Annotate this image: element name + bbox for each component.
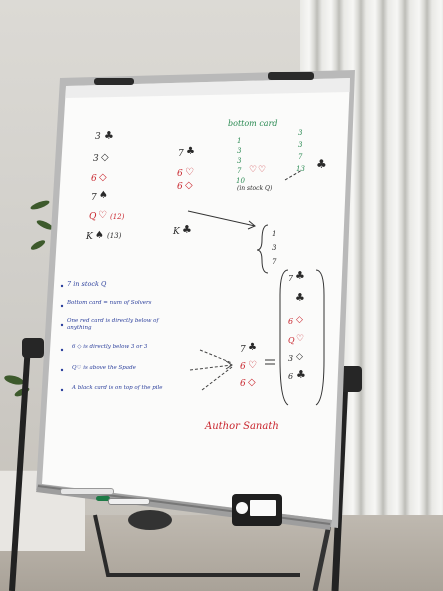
column3-label: bottom card bbox=[228, 119, 278, 128]
rule-6: A black card is on top of the pile bbox=[72, 385, 163, 391]
col1-item-5: Q bbox=[89, 212, 97, 222]
result-3: Q bbox=[288, 336, 295, 345]
rule-4: 6 ◇ is directly below 3 or 3 bbox=[72, 344, 148, 350]
marker-cap[interactable] bbox=[108, 498, 150, 505]
club-icon: ♣ bbox=[186, 146, 195, 157]
club-icon: ♣ bbox=[295, 269, 305, 282]
diamond-icon: ◇ bbox=[185, 180, 193, 191]
col3-left-4: 7 bbox=[237, 167, 242, 175]
heart-icon: ♡ bbox=[98, 210, 107, 221]
col3-right-2: 3 bbox=[298, 141, 303, 149]
col2-item-2: 6 bbox=[177, 169, 183, 179]
col1-item-4: 7 bbox=[91, 193, 97, 203]
k-label: K bbox=[173, 227, 180, 237]
col1-note-2: (13) bbox=[107, 232, 122, 240]
col2-item-3: 6 bbox=[177, 182, 183, 192]
spade-icon: ♠ bbox=[99, 190, 108, 201]
col1-item-1: 3 bbox=[95, 132, 101, 142]
diamond-icon: ◇ bbox=[99, 172, 107, 183]
rule-3: One red card is directly below of anything bbox=[67, 318, 159, 332]
heart-icon: ♡ bbox=[258, 165, 267, 175]
diamond-icon: ◇ bbox=[101, 152, 109, 163]
author-signature: Author Sanath bbox=[205, 421, 279, 432]
diamond-icon: ◇ bbox=[296, 315, 303, 325]
heart-icon: ♡ bbox=[248, 360, 257, 371]
col3-left-2: 3 bbox=[237, 147, 242, 155]
eraser-logo-icon bbox=[236, 502, 248, 514]
bracket-3: 7 bbox=[272, 258, 277, 266]
rule-1: 7 in stock Q bbox=[67, 280, 107, 288]
rule-5: Q♡ is above the Spade bbox=[72, 365, 136, 371]
small-result-3: 6 bbox=[240, 379, 246, 389]
col1-item-6: K bbox=[86, 232, 93, 242]
diamond-icon: ◇ bbox=[296, 352, 303, 362]
club-icon: ♣ bbox=[182, 223, 192, 236]
result-5: 6 bbox=[288, 372, 294, 381]
result-4: 3 bbox=[288, 354, 294, 363]
spade-icon: ♠ bbox=[95, 230, 104, 241]
col3-left-3: 3 bbox=[237, 157, 242, 165]
col1-item-2: 3 bbox=[93, 154, 99, 164]
club-icon: ♣ bbox=[295, 291, 305, 304]
col3-note: (in stock Q) bbox=[237, 185, 273, 192]
col3-right-4: 13 bbox=[296, 165, 305, 173]
col1-item-3: 6 bbox=[91, 174, 97, 184]
col3-right-1: 3 bbox=[298, 129, 303, 137]
heart-icon: ♡ bbox=[185, 167, 194, 178]
club-icon: ♣ bbox=[316, 157, 327, 171]
small-result-1: 7 bbox=[240, 345, 246, 355]
rule-2: Bottom card = num of Solvers bbox=[67, 300, 152, 306]
small-result-2: 6 bbox=[240, 362, 246, 372]
bracket-2: 3 bbox=[272, 244, 277, 252]
club-icon: ♣ bbox=[296, 368, 306, 381]
col2-item-1: 7 bbox=[178, 149, 184, 159]
heart-icon: ♡ bbox=[296, 334, 305, 344]
whiteboard bbox=[40, 70, 358, 525]
result-1: 7 bbox=[288, 274, 294, 283]
col3-right-3: 7 bbox=[298, 153, 303, 161]
result-2: 6 bbox=[288, 317, 294, 326]
marker-white[interactable] bbox=[60, 488, 114, 495]
club-icon: ♣ bbox=[104, 129, 114, 142]
col3-left-1: 1 bbox=[237, 137, 242, 145]
col3-left-5: 10 bbox=[236, 177, 245, 185]
eraser-label-patch bbox=[250, 500, 276, 516]
heart-icon: ♡ bbox=[249, 165, 258, 175]
bracket-1: 1 bbox=[272, 230, 277, 238]
col1-note-1: (12) bbox=[110, 213, 125, 221]
diamond-icon: ◇ bbox=[248, 377, 256, 388]
club-icon: ♣ bbox=[248, 342, 257, 353]
